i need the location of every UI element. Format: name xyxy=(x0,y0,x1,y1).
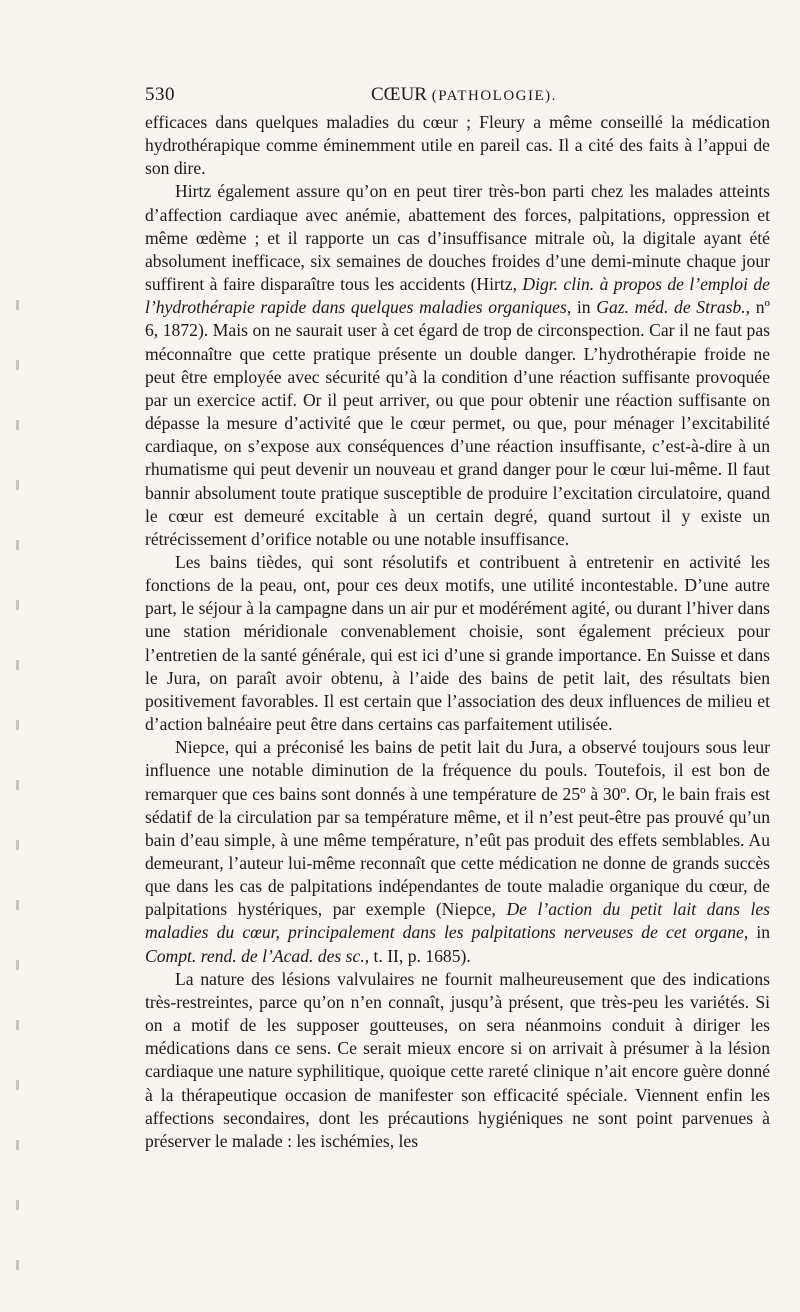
paragraph-2-citation-journal: Gaz. méd. de Strasb. xyxy=(596,297,746,318)
paragraph-3: Les bains tièdes, qui sont résolutifs et contribuent à entretenir en activité les fonctions de la peau, ont, pour ces deux motifs, une utilité incontestable. D’une autre part, le séjour à la campagne dans un air pur et modérément agité, ou durant l’hiver dans une station méridionale convenablement choisie, sont également précieux pour l’entretien de la santé générale, qui est ici d’une si grande importance. En Suisse et dans le Jura, on paraît avoir obtenu, à l’aide des bains de petit lait, des résultats bien positivement favorables. Il est certain que l’association des deux influences de milieu et d’action balnéaire peut être dans certains cas parfaitement utilisée. xyxy=(145,551,770,735)
paragraph-4-citation-journal: Compt. rend. de l’Acad. des sc. xyxy=(145,945,365,966)
page-number: 530 xyxy=(145,84,175,105)
paragraph-1: efficaces dans quelques maladies du cœur ; Fleury a même conseillé la médication hydrothérapique comme éminemment utile en pareil cas. Il a cité des faits à l’appui de son dire. xyxy=(145,112,770,179)
paragraph-4 xyxy=(145,736,770,968)
paragraph-5: La nature des lésions valvulaires ne fournit malheureusement que des indications très-restreintes, parce qu’on n’en connaît, jusqu’à présent, que très-peu les variétés. Si on a motif de les supposer goutteuses, on sera néanmoins conduit à diriger les médications dans ce sens. Ce serait mieux encore si on arrivait à présumer à la lésion cardiaque une nature syphilitique, quoique cette rareté clinique n’ait encore guère donné à la thérapeutique occasion de manifester son efficacité spéciale. Viennent enfin les affections secondaires, dont les précautions hygiéniques ne sont point parvenues à préserver le malade : les ischémies, les xyxy=(145,968,770,1151)
scan-margin-marks xyxy=(10,300,30,1300)
paragraph-2-text-c: , nº 6, 1872). Mais on ne saurait user à cet égard de trop de circonspection. Car il ne faut pas méconnaître que cette pratique présente un double danger. L’hydrothérapie froide ne peut être employée avec sécurité qu’à la condition d’une réaction suffisante provoquée par un exercice actif. Or il peut arriver, ou que pour obtenir une réaction suffisante on dépasse la mesure d’activité que le cœur permet, ou que, pour ménager l’excitabilité cardiaque, on s’expose aux conséquences d’une réaction insuffisante, c’est-à-dire à un rhumatisme qui peut devenir un nouveau et grand danger pour le cœur lui-même. Il faut bannir absolument toute pratique susceptible de produire l’excitation circulatoire, quand le cœur est demeuré excitable à un certain degré, quand surtout il y existe un rétrécissement d’orifice notable ou une notable insuffisance. xyxy=(145,297,770,549)
running-head xyxy=(371,84,557,106)
paragraph-4-citation-title: De l’action du petit lait dans les maladies du cœur, principalement dans les palpitations nerveuses de cet organe xyxy=(145,899,770,943)
paragraph-4-text-b: , in xyxy=(743,922,770,943)
paragraph-2-text-b: , in xyxy=(566,297,597,318)
paragraph-2-citation-title: Digr. clin. à propos de l’emploi de l’hydrothérapie rapide dans quelques maladies organiques xyxy=(145,274,770,318)
page-header xyxy=(145,84,765,108)
running-head-sub: (PATHOLOGIE). xyxy=(431,88,557,104)
paragraph-2 xyxy=(145,180,770,551)
paragraph-2-text-a: Hirtz également assure qu’on en peut tirer très-bon parti chez les malades atteints d’affection cardiaque avec anémie, abattement des forces, palpitations, oppression et même œdème ; et il rapporte un cas d’insuffisance mitrale où, la digitale ayant été absolument inefficace, six semaines de douches froides d’une demi-minute chaque jour suffirent à faire disparaître tous les accidents (Hirtz, xyxy=(145,181,770,295)
running-head-main: CŒUR xyxy=(371,84,427,105)
paragraph-4-text-c: , t. II, p. 1685). xyxy=(364,945,471,966)
body-text xyxy=(145,111,770,1153)
paragraph-4-text-a: Niepce, qui a préconisé les bains de petit lait du Jura, a observé toujours sous leur influence une notable diminution de la fréquence du pouls. Toutefois, il est bon de remarquer que ces bains sont donnés à une température de 25º à 30º. Or, le bain frais est sédatif de la circulation par sa température même, et il n’est peut-être pas prouvé qu’un bain d’eau simple, à une même température, n’eût pas produit des effets semblables. Au demeurant, l’auteur lui-même reconnaît que cette médication ne donne de grands succès que dans les cas de palpitations indépendantes de toute maladie organique du cœur, de palpitations hystériques, par exemple (Niepce, xyxy=(145,737,770,920)
